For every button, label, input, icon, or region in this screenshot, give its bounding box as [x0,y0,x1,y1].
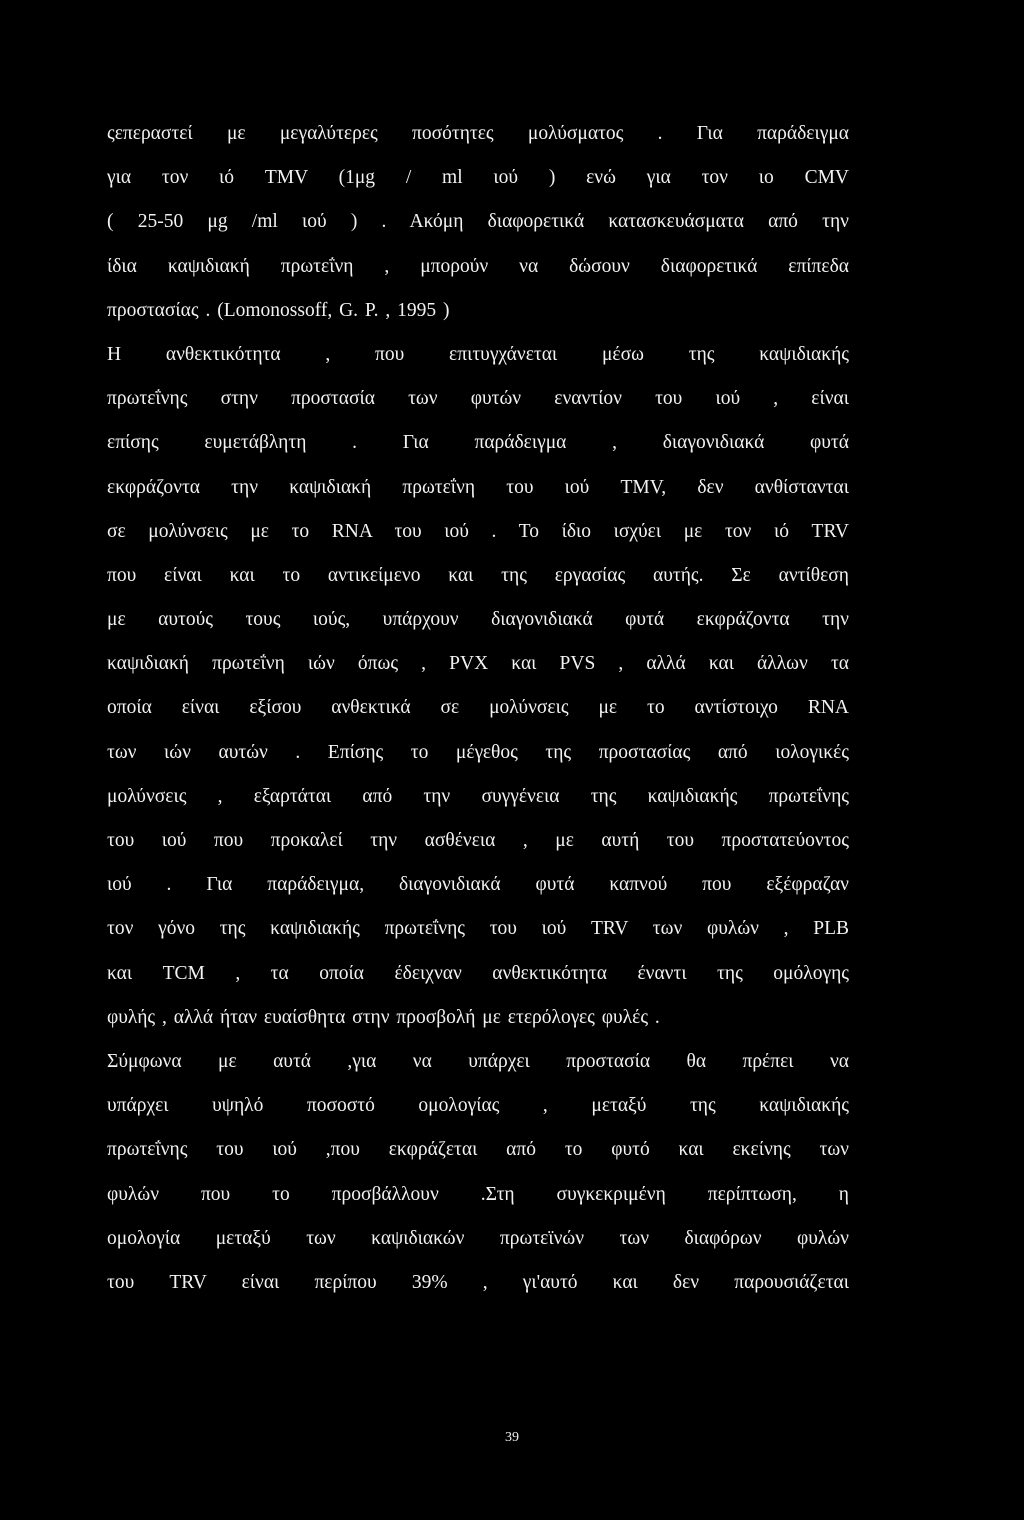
text-line: φυλής , αλλά ήταν ευαίσθητα στην προσβολή με ετερόλογες φυλές . [107,1006,660,1028]
text-line: πρωτεΐνης στην προστασία των φυτών εναντίον του ιού , είναι [107,388,849,410]
text-line: εκφράζοντα την καψιδιακή πρωτεΐνη του ιού TMV, δεν ανθίστανται [107,476,849,498]
text-line: ςεπεραστεί με μεγαλύτερες ποσότητες μολύσματος . Για παράδειγμα [107,123,849,144]
body-text [107,112,849,1305]
text-line: σε μολύνσεις με το RNA του ιού . Το ίδιο ισχύει με τον ιό TRV [107,520,849,542]
text-line: του ιού που προκαλεί την ασθένεια , με αυτή του προστατεύοντος [107,830,849,851]
text-line: προστασίας . (Lomonossoff, G. P. , 1995 ) [107,299,450,321]
text-line: ( 25-50 μg /ml ιού ) . Ακόμη διαφορετικά κατασκευάσματα από την [107,211,849,233]
text-line: με αυτούς τους ιούς, υπάρχουν διαγονιδιακά φυτά εκφράζοντα την [107,609,849,631]
text-line: ομολογία μεταξύ των καψιδιακών πρωτεϊνών των διαφόρων φυλών [107,1227,849,1249]
text-line: μολύνσεις , εξαρτάται από την συγγένεια της καψιδιακής πρωτεΐνης [107,785,849,807]
text-line: των ιών αυτών . Επίσης το μέγεθος της προστασίας από ιολογικές [107,741,849,763]
text-line: φυλών που το προσβάλλουν .Στη συγκεκριμένη περίπτωση, η [107,1183,849,1205]
text-line: τον γόνο της καψιδιακής πρωτεΐνης του ιού TRV των φυλών , PLB [107,918,849,940]
text-line: που είναι και το αντικείμενο και της εργασίας αυτής. Σε αντίθεση [107,564,849,586]
text-line: του TRV είναι περίπου 39% , γι'αυτό και δεν παρουσιάζεται [107,1271,849,1293]
text-line: οποία είναι εξίσου ανθεκτικά σε μολύνσεις με το αντίστοιχο RNA [107,697,849,719]
text-line: υπάρχει υψηλό ποσοστό ομολογίας , μεταξύ της καψιδιακής [107,1095,849,1117]
text-line: καψιδιακή πρωτεΐνη ιών όπως , PVX και PVS , αλλά και άλλων τα [107,653,849,675]
text-line: επίσης ευμετάβλητη . Για παράδειγμα , διαγονιδιακά φυτά [107,432,849,454]
text-line: και TCM , τα οποία έδειχναν ανθεκτικότητα έναντι της ομόλογης [107,962,849,984]
text-line: πρωτεΐνης του ιού ,που εκφράζεται από το φυτό και εκείνης των [107,1139,849,1161]
text-line: για τον ιό TMV (1μg / ml ιού ) ενώ για τον ιο CMV [107,167,849,189]
text-line: Σύμφωνα με αυτά ,για να υπάρχει προστασία θα πρέπει να [107,1050,849,1072]
text-line: ιού . Για παράδειγμα, διαγονιδιακά φυτά καπνού που εξέφραζαν [107,874,849,896]
page-number: 39 [505,1430,519,1445]
text-line: Η ανθεκτικότητα , που επιτυγχάνεται μέσω της καψιδιακής [107,343,849,365]
text-line: ίδια καψιδιακή πρωτεΐνη , μπορούν να δώσουν διαφορετικά επίπεδα [107,255,849,277]
